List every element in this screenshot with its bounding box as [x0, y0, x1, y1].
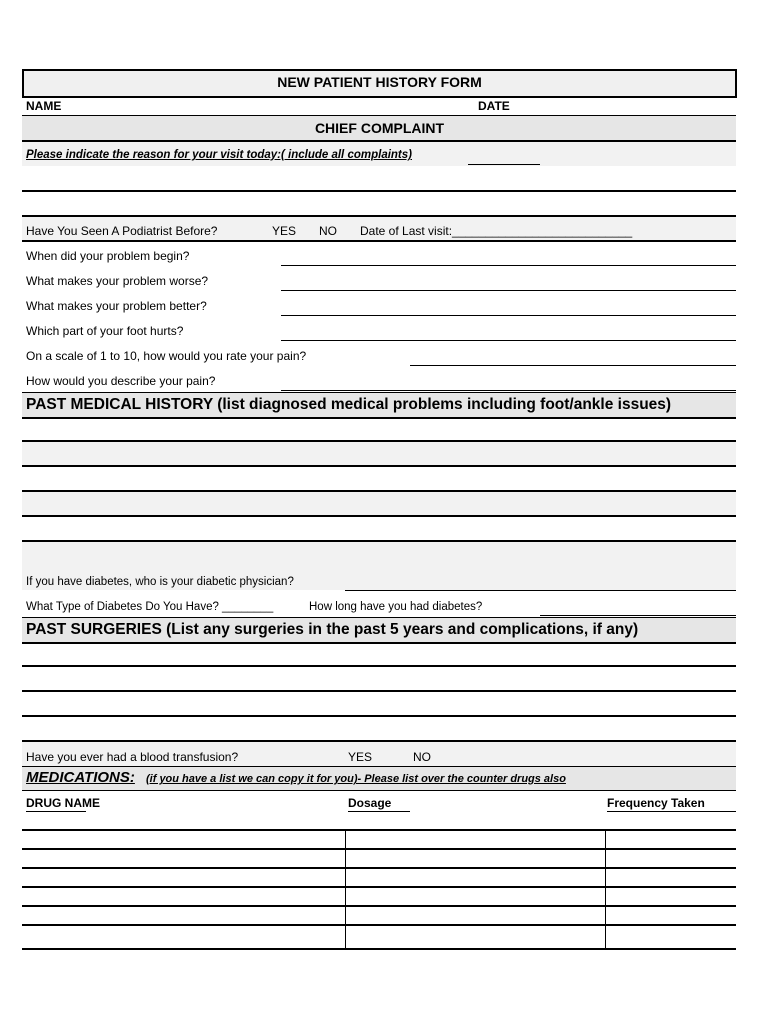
medications-bar-bottom	[22, 790, 736, 791]
surgery-line-2[interactable]	[22, 690, 736, 692]
pmh-line-2[interactable]	[22, 465, 736, 467]
question-problem-begin: When did your problem begin?	[26, 249, 190, 263]
dosage-header: Dosage	[348, 796, 392, 810]
reason-answer-line-1[interactable]	[22, 190, 736, 192]
podiatrist-row-line	[22, 240, 736, 242]
podiatrist-no[interactable]: NO	[319, 224, 337, 238]
med-column-divider-2	[605, 829, 606, 949]
frequency-header: Frequency Taken	[607, 796, 705, 810]
visit-reason-prompt: Please indicate the reason for your visit today:( include all complaints)	[26, 149, 412, 161]
pmh-line-4[interactable]	[22, 515, 736, 517]
answer-problem-begin[interactable]	[281, 265, 736, 266]
question-foot-hurts: Which part of your foot hurts?	[26, 324, 184, 338]
pmh-shade-1	[22, 442, 736, 465]
medications-heading: MEDICATIONS:	[26, 769, 135, 786]
answer-diabetic-physician[interactable]	[345, 590, 736, 591]
med-row-line-7	[22, 948, 736, 950]
answer-better[interactable]	[281, 315, 736, 316]
last-visit-label: Date of Last visit:___________________________	[360, 224, 633, 238]
drug-name-header: DRUG NAME	[26, 796, 100, 810]
prompt-underline	[468, 164, 540, 165]
diabetes-type-question: What Type of Diabetes Do You Have? ________	[26, 601, 274, 613]
diabetic-physician-question: If you have diabetes, who is your diabetic physician?	[26, 576, 294, 588]
med-row-line-1	[22, 829, 736, 831]
transfusion-no[interactable]: NO	[413, 750, 431, 764]
frequency-underline	[607, 811, 736, 812]
podiatrist-question: Have You Seen A Podiatrist Before?	[26, 224, 218, 238]
form-title: NEW PATIENT HISTORY FORM	[277, 74, 482, 90]
med-row-line-3	[22, 867, 736, 869]
question-describe-pain: How would you describe your pain?	[26, 374, 216, 388]
chief-complaint-heading: CHIEF COMPLAINT	[314, 120, 445, 136]
surgery-line-1[interactable]	[22, 665, 736, 667]
dosage-underline	[348, 811, 410, 812]
pmh-shade-2	[22, 492, 736, 515]
med-column-divider-1	[345, 829, 346, 949]
med-row-line-6	[22, 924, 736, 926]
past-surgeries-heading: PAST SURGERIES (List any surgeries in the past 5 years and complications, if any)	[26, 621, 639, 638]
answer-foot-hurts[interactable]	[281, 340, 736, 341]
surgery-line-3[interactable]	[22, 715, 736, 717]
diabetes-duration-question: How long have you had diabetes?	[309, 601, 483, 613]
answer-worse[interactable]	[281, 290, 736, 291]
med-row-line-4	[22, 886, 736, 888]
podiatrist-yes[interactable]: YES	[272, 224, 297, 238]
transfusion-question: Have you ever had a blood transfusion?	[26, 750, 239, 764]
name-label: NAME	[26, 99, 62, 113]
med-row-line-5	[22, 905, 736, 907]
question-pain-scale: On a scale of 1 to 10, how would you rate your pain?	[26, 349, 307, 363]
drug-name-underline	[26, 811, 86, 812]
medications-note: (if you have a list we can copy it for you)- Please list over the counter drugs also	[146, 773, 566, 785]
answer-pain-scale[interactable]	[410, 365, 736, 366]
answer-diabetes-duration[interactable]	[540, 615, 736, 616]
question-better: What makes your problem better?	[26, 299, 207, 313]
transfusion-yes[interactable]: YES	[348, 750, 373, 764]
date-label: DATE	[478, 99, 510, 113]
answer-describe-pain[interactable]	[281, 390, 736, 391]
med-row-line-2	[22, 848, 736, 850]
question-worse: What makes your problem worse?	[26, 274, 209, 288]
past-medical-history-heading: PAST MEDICAL HISTORY (list diagnosed medical problems including foot/ankle issues)	[26, 396, 672, 413]
